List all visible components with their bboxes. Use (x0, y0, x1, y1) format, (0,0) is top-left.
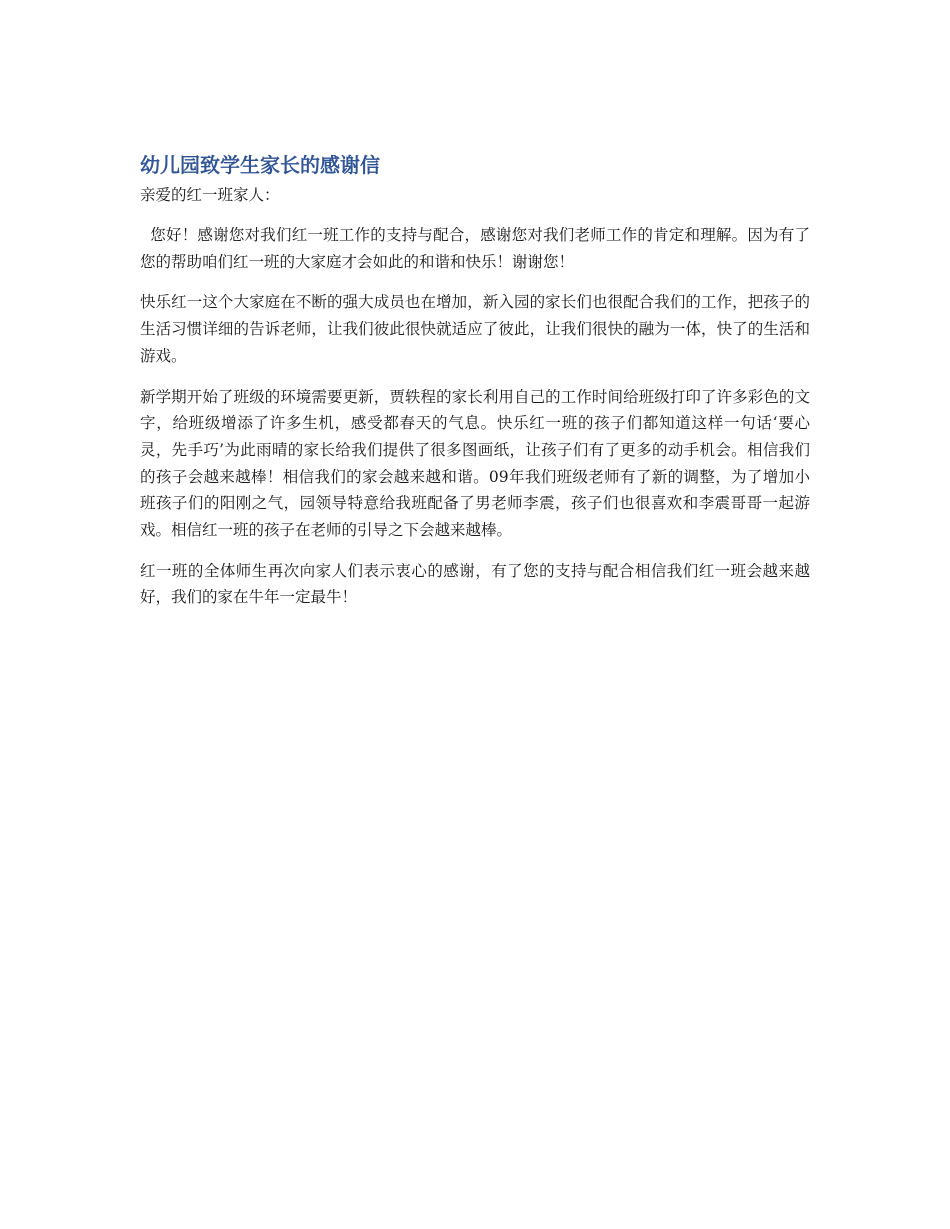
letter-paragraph-2: 快乐红一这个大家庭在不断的强大成员也在增加，新入园的家长们也很配合我们的工作，把孩子的生活习惯详细的告诉老师，让我们彼此很快就适应了彼此，让我们很快的融为一体，快了的生活和游戏。 (140, 293, 810, 365)
letter-paragraph-1: 您好！感谢您对我们红一班工作的支持与配合，感谢您对我们老师工作的肯定和理解。因为有了您的帮助咱们红一班的大家庭才会如此的和谐和快乐！谢谢您！ (140, 226, 810, 271)
letter-document (140, 150, 810, 611)
letter-title: 幼儿园致学生家长的感谢信 (140, 153, 380, 177)
letter-salutation: 亲爱的红一班家人： (140, 186, 280, 204)
letter-paragraph-3: 新学期开始了班级的环境需要更新，贾轶程的家长利用自己的工作时间给班级打印了许多彩色的文字，给班级增添了许多生机，感受都春天的气息。快乐红一班的孩子们都知道这样一句话‘要心灵，先手巧’为此雨晴的家长给我们提供了很多图画纸，让孩子们有了更多的动手机会。相信我们的孩子会越来越棒！相信我们的家会越来越和谐。09年我们班级老师有了新的调整，为了增加小班孩子们的阳刚之气，园领导特意给我班配备了男老师李震，孩子们也很喜欢和李震哥哥一起游戏。相信红一班的孩子在老师的引导之下会越来越棒。 (140, 387, 810, 540)
letter-paragraph-4: 红一班的全体师生再次向家人们表示衷心的感谢，有了您的支持与配合相信我们红一班会越来越好，我们的家在牛年一定最牛！ (140, 561, 810, 607)
